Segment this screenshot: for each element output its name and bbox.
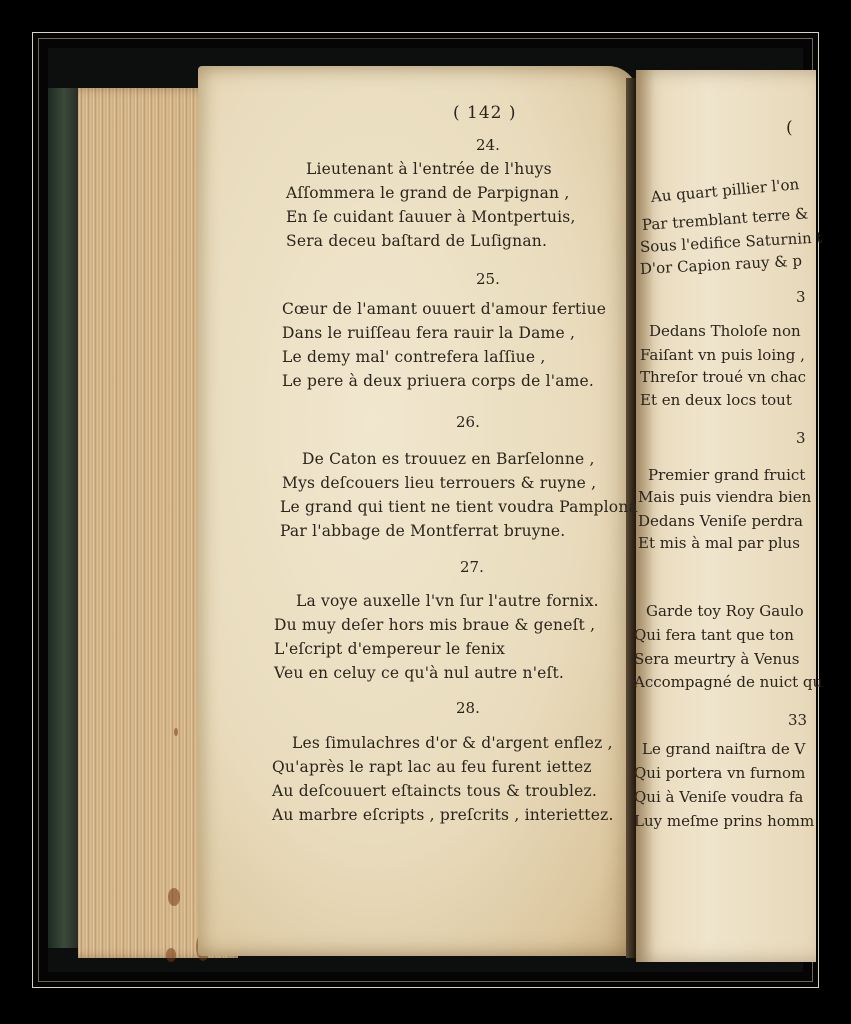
book-photo: [48, 48, 823, 972]
quatrain-number: 24.: [476, 136, 500, 154]
verse-line: Veu en celuy ce qu'à nul autre n'eſt.: [274, 664, 565, 682]
verse-line: La voye auxelle l'vn ſur l'autre fornix.: [296, 592, 599, 610]
verse-fragment: Premier grand fruict: [648, 466, 806, 484]
verse-fragment: Mais puis viendra bien: [638, 488, 812, 506]
verse-line: Qu'après le rapt lac au feu furent iettez: [272, 758, 592, 776]
verse-fragment: Threſor troué vn chac: [640, 368, 807, 386]
verse-fragment: Sera meurtry à Venus: [634, 650, 800, 668]
verse-line: Dans le ruiſſeau fera rauir la Dame ,: [282, 324, 576, 342]
verse-fragment: Et en deux locs tout: [640, 391, 792, 409]
verse-line: Sera deceu baſtard de Luſignan.: [286, 232, 548, 250]
verse-line: Le demy mal' contrefera laſſiue ,: [282, 348, 546, 366]
quatrain-number-fragment: 3: [796, 288, 806, 306]
quatrain-number: 27.: [460, 558, 484, 576]
verse-fragment: Faiſant vn puis loing ,: [640, 346, 805, 364]
quatrain-number-fragment: 3: [796, 429, 806, 447]
verse-line: Lieutenant à l'entrée de l'huys: [306, 160, 552, 178]
verse-fragment: Et mis à mal par plus: [638, 534, 800, 552]
verse-fragment: Qui portera vn furnom: [634, 764, 806, 782]
verse-fragment: Dedans Veniſe perdra: [638, 512, 803, 530]
verse-fragment: Accompagné de nuict qu: [634, 673, 823, 691]
verse-fragment: Qui à Veniſe voudra fa: [634, 788, 804, 806]
verse-line: Les ſimulachres d'or & d'argent enflez ,: [292, 734, 613, 752]
quatrain-number: 26.: [456, 413, 480, 431]
verse-fragment: Qui fera tant que ton: [634, 626, 794, 644]
verse-line: Du muy deſer hors mis braue & geneſt ,: [274, 616, 596, 634]
verse-fragment: Luy meſme prins homm: [634, 812, 815, 830]
quatrain-number: 25.: [476, 270, 500, 288]
quatrain-number: 28.: [456, 699, 480, 717]
verse-line: Au deſcouuert eſtaincts tous & troublez.: [272, 782, 598, 800]
page-number: ( 142 ): [453, 103, 517, 123]
verse-line: Mys deſcouers lieu terrouers & ruyne ,: [282, 474, 597, 492]
verse-line: L'eſcript d'empereur le fenix: [274, 640, 506, 658]
verse-line: Le grand qui tient ne tient voudra Pamplona: [280, 498, 638, 516]
verse-line: Cœur de l'amant ouuert d'amour fertiue: [282, 300, 607, 318]
verse-fragment: Par tremblant terre &: [641, 204, 809, 234]
verse-fragment: Dedans Tholoſe non: [649, 322, 801, 340]
verse-line: Aſſommera le grand de Parpignan ,: [286, 184, 570, 202]
verse-line: Le pere à deux priuera corps de l'ame.: [282, 372, 595, 390]
right-page-number: (: [786, 118, 794, 138]
verse-line: Par l'abbage de Montferrat bruyne.: [280, 522, 566, 540]
verse-fragment: Le grand naiſtra de V: [642, 740, 806, 758]
verse-fragment: D'or Capion rauy & p: [639, 251, 803, 278]
quatrain-number-fragment: 33: [788, 711, 808, 729]
verse-fragment: Au quart pillier l'on: [650, 175, 800, 206]
verse-line: De Caton es trouuez en Barſelonne ,: [302, 450, 595, 468]
verse-line: En ſe cuidant ſauuer à Montpertuis,: [286, 208, 576, 226]
verse-fragment: Garde toy Roy Gaulo: [646, 602, 804, 620]
verse-line: Au marbre eſcripts , preſcrits , interiettez.: [272, 806, 614, 824]
verse-fragment: Sous l'edifice Saturnin t: [639, 228, 823, 256]
